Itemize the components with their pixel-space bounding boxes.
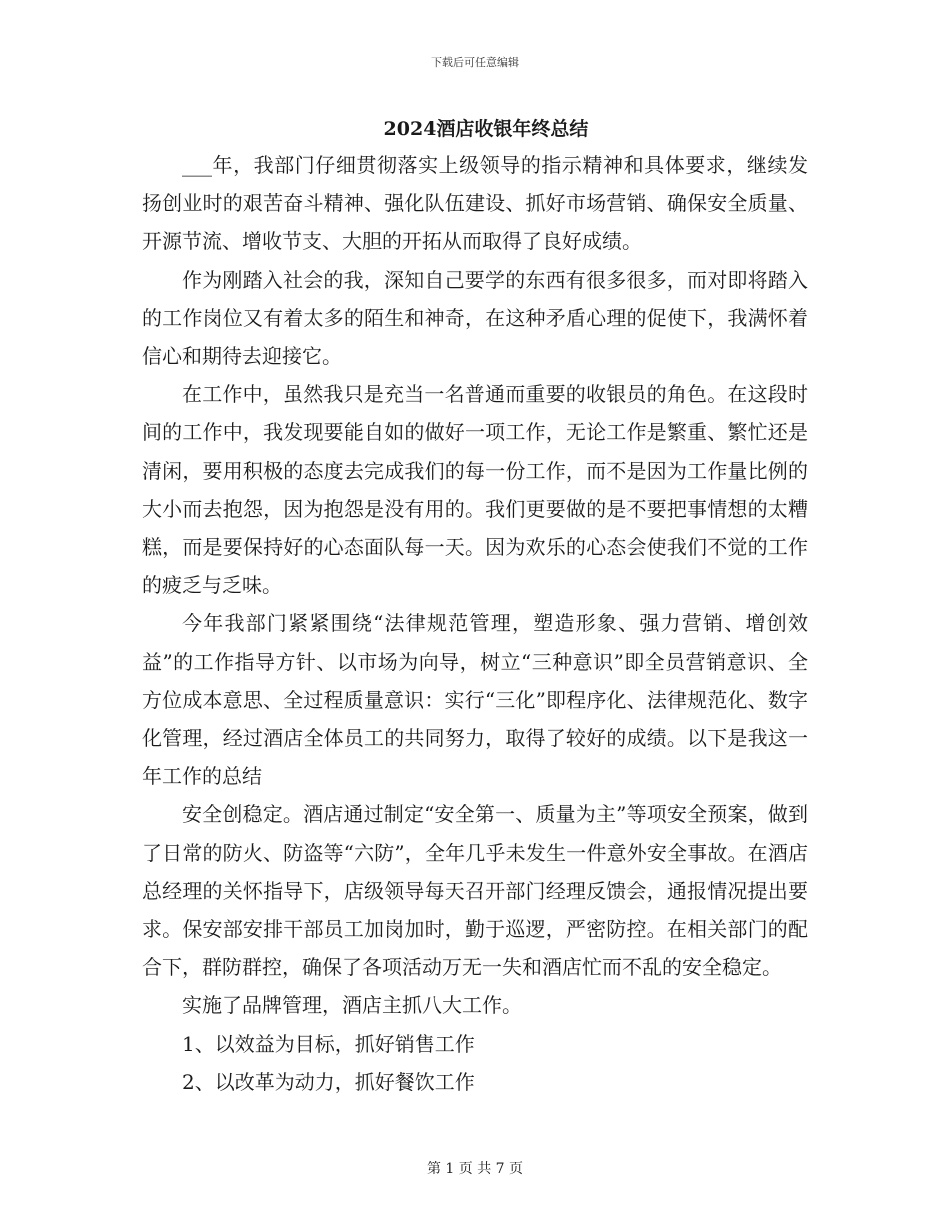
document-title: 2024酒店收银年终总结 [383,118,589,140]
paragraph-safety: 安全创稳定。酒店通过制定“安全第一、质量为主”等项安全预案，做到了日常的防火、防盗等“六防”，全年几乎未发生一件意外安全事故。在酒店总经理的关怀指导下，店级领导每天召开部门经理反馈会，通报情况提出要求。保安部安排干部员工加岗加时，勤于巡逻，严密防控。在相关部门的配合下，群防群控，确保了各项活动万无一失和酒店忙而不乱的安全稳定。 [142,802,808,980]
document-body [142,146,808,1101]
page-header-note: 下载后可任意编辑 [431,56,519,69]
paragraph-work-attitude: 在工作中，虽然我只是充当一名普通而重要的收银员的角色。在这段时间的工作中，我发现要能自如的做好一项工作，无论工作是繁重、繁忙还是清闲，要用积极的态度去完成我们的每一份工作，而不是因为工作量比例的大小而去抱怨，因为抱怨是没有用的。我们更要做的是不要把事情想的太糟糕，而是要保持好的心态面队每一天。因为欢乐的心态会使我们不觉的工作的疲乏与乏味。 [142,382,808,598]
paragraph-department-policy: 今年我部门紧紧围绕“法律规范管理，塑造形象、强力营销、增创效益”的工作指导方针、以市场为向导，树立“三种意识”即全员营销意识、全方位成本意思、全过程质量意识：实行“三化”即程序化、法律规范化、数字化管理，经过酒店全体员工的共同努力，取得了较好的成绩。以下是我这一年工作的总结 [142,611,808,789]
page-footer-number: 第 1 页 共 7 页 [426,1161,524,1177]
list-item-catering: 2、以改革为动力，抓好餐饮工作 [182,1069,475,1094]
paragraph-intro: ___年，我部门仔细贯彻落实上级领导的指示精神和具体要求，继续发扬创业时的艰苦奋斗精神、强化队伍建设、抓好市场营销、确保安全质量、开源节流、增收节支、大胆的开拓从而取得了良好成绩。 [142,153,808,254]
paragraph-brand-management: 实施了品牌管理，酒店主抓八大工作。 [182,993,522,1018]
list-item-sales: 1、以效益为目标，抓好销售工作 [182,1031,475,1056]
paragraph-newcomer: 作为刚踏入社会的我，深知自己要学的东西有很多很多，而对即将踏入的工作岗位又有着太多的陌生和神奇，在这种矛盾心理的促使下，我满怀着信心和期待去迎接它。 [142,267,808,369]
